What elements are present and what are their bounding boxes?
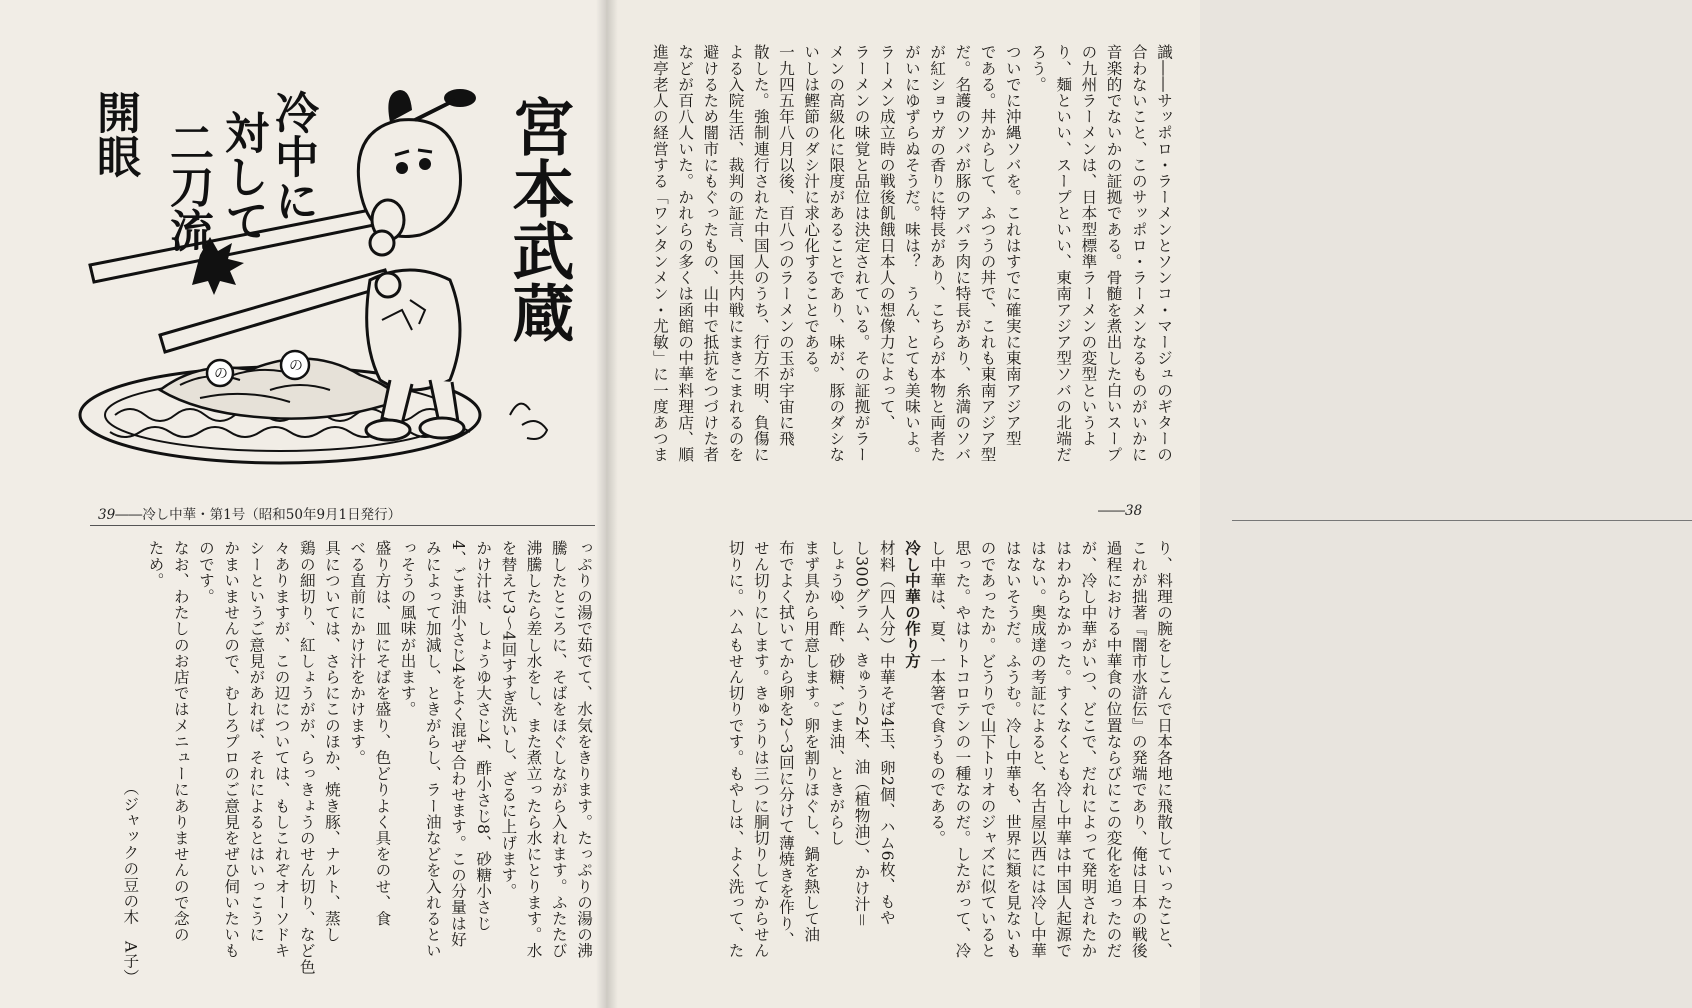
right-footer-rule <box>1232 520 1692 521</box>
body-column: の九州ラーメンは、日本型標準ラーメンの変型というよ <box>1079 44 1098 447</box>
body-column: である。丼からして、ふつうの丼で、これも東南アジア型 <box>978 44 997 463</box>
body-column: し中華は、夏、一本箸で食うものである。 <box>928 540 947 846</box>
body-column: よる入院生活、裁判の証言、国共内戦にまきこまれるのを <box>726 44 745 463</box>
illustration-slogan-col2: 対して <box>217 110 268 242</box>
body-column: などが百八人いた。かれらの多くは函館の中華料理店、順 <box>676 44 695 463</box>
body-column: が、冷し中華がいつ、どこで、だれによって発明されたか <box>1079 540 1098 959</box>
body-column: のであったか。どうりで山下トリオのジャズに似ていると <box>978 540 997 959</box>
body-column: がいにゆずらぬそうだ。味は？ うん、とても美味いよ。 <box>902 44 921 463</box>
body-column: 音楽的でないかの証拠である。骨髄を煮出した白いスープ <box>1104 44 1123 463</box>
body-column: を替えて3〜4回すすぎ洗いし、ざるに上げます。 <box>499 540 518 899</box>
body-column: 沸騰したら差し水をし、また煮立ったら水にとります。水 <box>524 540 543 959</box>
body-column: 盛り方は、皿にそばを盛り、色どりよく具をのせ、食 <box>373 540 392 927</box>
left-footer-rule <box>90 525 595 526</box>
body-column: ラーメン成立時の戦後飢餓日本人の想像力によって、 <box>877 44 896 431</box>
svg-text:の: の <box>214 366 228 382</box>
body-column: はわからなかった。すくなくとも冷し中華は中国人起源で <box>1054 540 1073 959</box>
illustration-slogan-col3: 二刀流 <box>162 120 213 252</box>
left-page <box>0 0 606 1008</box>
body-column: なお、わたしのお店ではメニューにありませんので念の <box>171 540 190 943</box>
recipe-heading: 冷し中華の作り方 <box>902 540 921 669</box>
left-body-text <box>121 540 596 985</box>
body-column: 合わないこと、このサッポロ・ラーメンなるものがいかに <box>1129 44 1148 463</box>
body-column: 思った。やはりトコロテンの一種なのだ。したがって、冷 <box>953 540 972 959</box>
body-column: 散した。強制連行された中国人のうち、行方不明、負傷に <box>751 44 770 463</box>
body-column: ため。 <box>146 540 165 589</box>
body-column: ろう。 <box>1028 44 1047 93</box>
recipe-column: 切りに。ハムもせん切りです。もやしは、よく洗って、た <box>726 540 745 959</box>
right-footer-dash: ―― <box>1098 503 1125 519</box>
illustration-slogan-col4: 開眼 <box>89 90 140 178</box>
body-column: っぷりの湯で茹でて、水気をきります。たっぷりの湯の沸 <box>575 540 593 959</box>
left-page-number: 39 <box>98 507 116 523</box>
svg-text:の: の <box>289 358 303 374</box>
body-column: かまいませんので、むしろプロのご意見をぜひ伺いたいも <box>222 540 241 959</box>
recipe-column: し300グラム、きゅうり2本、油（植物油）、かけ汁＝ <box>852 540 871 929</box>
left-page-footer <box>98 503 401 523</box>
body-column: これが拙著『闇市水滸伝』の発端であり、俺は日本の戦後 <box>1129 540 1148 959</box>
right-page-footer <box>1098 503 1142 519</box>
body-column: だ。名護のソバが豚のアバラ肉に特長があり、糸満のソバ <box>953 44 972 463</box>
body-column: メンの高級化に限度があることであり、味が、豚のダシな <box>827 44 846 463</box>
body-column: 避けるため闇市にもぐったもの、山中で抵抗をつづけた者 <box>701 44 720 463</box>
body-column: 鶏の細切り、紅しょうがが、らっきょうのせん切り、など色 <box>297 540 316 975</box>
article-signature: （ジャックの豆の木 A子） <box>121 780 140 985</box>
recipe-column: 材料（四人分）中華そば4玉、卵2個、ハム6枚、もや <box>877 540 896 926</box>
body-column: り、料理の腕をしこんで日本各地に飛散していったこと、 <box>1155 540 1173 959</box>
body-column: シーというご意見があれば、それによるとはいっこうに <box>247 540 266 943</box>
body-column: はないそうだ。ふうむ。冷し中華も、世界に類を見ないも <box>1003 540 1022 959</box>
body-column: いしは鰹節のダシ汁に求心化することである。 <box>802 44 821 383</box>
body-column: みによって加減し、ときがらし、ラー油などを入れるとい <box>423 540 442 959</box>
body-column: はない。奥成達の考証によると、名古屋以西には冷し中華 <box>1028 540 1047 959</box>
right-page-number: 38 <box>1125 503 1143 519</box>
body-column: 騰したところに、そばをほぐしながら入れます。ふたたび <box>549 540 568 959</box>
body-column: ついでに沖縄ソバを。これはすでに確実に東南アジア型 <box>1003 44 1022 447</box>
recipe-column: 布でよく拭いてから卵を2〜3回に分けて薄焼きを作り、 <box>776 540 795 948</box>
body-column: 4、ごま油小さじ4をよく混ぜ合わせます。この分量は好 <box>448 540 467 948</box>
body-column: かけ汁は、しょうゆ大さじ4、酢小さじ8、砂糖小さじ <box>474 540 493 932</box>
body-column: 々ありますが、この辺については、もしこれぞオーソドキ <box>272 540 291 959</box>
illustration-slogan-col1: 冷中に <box>267 90 318 222</box>
recipe-column: まず具から用意します。卵を割りほぐし、鍋を熱して油 <box>802 540 821 943</box>
body-column: り、麺といい、スープといい、東南アジア型ソバの北端だ <box>1054 44 1073 463</box>
illustration-name-title: 宮本武蔵 <box>502 95 575 343</box>
recipe-column: せん切りにします。きゅうりは三つに胴切りしてからせん <box>751 540 770 959</box>
body-column: べる直前にかけ汁をかけます。 <box>348 540 367 766</box>
body-column: 進亭老人の経営する「ワンタンメン・尤敏」に一度あつま <box>650 44 669 463</box>
body-column: のです。 <box>196 540 215 605</box>
musashi-cartoon <box>70 60 590 520</box>
body-column: が紅ショウガの香りに特長があり、こちらが本物と両者た <box>928 44 947 463</box>
right-bottom-text <box>646 540 1176 985</box>
body-column: 一九四五年八月以後、百八つのラーメンの玉が宇宙に飛 <box>776 44 795 447</box>
right-top-text <box>650 44 1176 489</box>
body-column: 識――サッポロ・ラーメンとソンコ・マージュのギターの <box>1155 44 1173 463</box>
recipe-column: しょうゆ、酢、砂糖、ごま油、ときがらし <box>827 540 846 846</box>
body-column: 過程における中華食の位置ならびにこの変化を追ったのだ <box>1104 540 1123 959</box>
body-column: ラーメンの味覚と品位は決定されている。その証拠がラー <box>852 44 871 463</box>
right-page <box>606 0 1200 1008</box>
left-footer-dash: ―― <box>115 507 143 523</box>
book-gutter-shadow <box>596 0 618 1008</box>
left-footer-publication: 冷し中華・第1号（昭和50年9月1日発行） <box>142 507 402 523</box>
body-column: っそうの風味が出ます。 <box>398 540 417 718</box>
body-column: 具については、さらにこのほか、焼き豚、ナルト、蒸し <box>322 540 341 943</box>
